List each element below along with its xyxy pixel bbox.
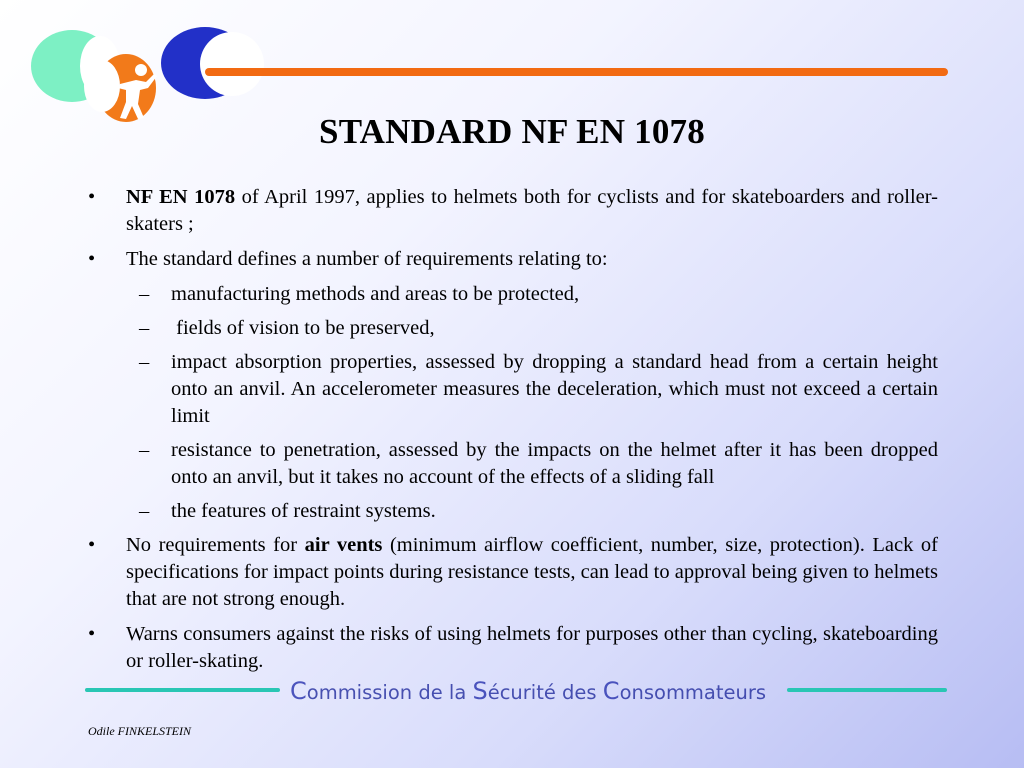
sub-bullet-item bbox=[88, 437, 938, 491]
sub-bullet-item bbox=[88, 498, 938, 525]
bullet-marker: • bbox=[88, 248, 96, 270]
bullet-item bbox=[88, 184, 938, 238]
slide-title: STANDARD NF EN 1078 bbox=[319, 112, 705, 151]
slide-body bbox=[88, 184, 938, 683]
bullet-emphasis: air vents bbox=[304, 534, 383, 556]
bullet-text: No requirements for bbox=[126, 534, 305, 556]
sub-bullet-item bbox=[88, 315, 938, 342]
bullet-text: of April 1997, applies to helmets both for cyclists and for skateboarders and roller-skaters ; bbox=[126, 186, 938, 235]
bullet-emphasis: NF EN 1078 bbox=[126, 186, 236, 208]
sub-bullet-marker: – bbox=[139, 351, 150, 373]
csc-logo-icon bbox=[20, 26, 280, 126]
footer-rule-left bbox=[85, 688, 280, 692]
sub-bullet-marker: – bbox=[139, 317, 150, 339]
sub-bullet-text: the features of restraint systems. bbox=[171, 500, 436, 522]
sub-bullet-text: resistance to penetration, assessed by the impacts on the helmet after it has been dropped onto an anvil, but it takes no account of the effects of a sliding fall bbox=[171, 439, 938, 488]
sub-bullet-item bbox=[88, 281, 938, 308]
sub-bullet-text: impact absorption properties, assessed by dropping a standard head from a certain height onto an anvil. An accelerometer measures the deceleration, which must not exceed a certain limit bbox=[171, 351, 938, 427]
bullet-text: The standard defines a number of requirements relating to: bbox=[126, 248, 608, 270]
header-rule bbox=[205, 68, 948, 76]
sub-bullet-marker: – bbox=[139, 283, 150, 305]
bullet-marker: • bbox=[88, 623, 96, 645]
bullet-marker: • bbox=[88, 534, 96, 556]
sub-bullet-text: fields of vision to be preserved, bbox=[171, 317, 435, 339]
bullet-item bbox=[88, 532, 938, 613]
bullet-text: (minimum airflow coefficient, number, size, protection). Lack of specifications for impact points during resistance tests, can lead to approval being given to helmets that are not strong enough. bbox=[126, 534, 938, 610]
sub-bullet-marker: – bbox=[139, 500, 150, 522]
sub-bullet-text: manufacturing methods and areas to be protected, bbox=[171, 283, 580, 305]
footer-rule-right bbox=[787, 688, 947, 692]
bullet-item bbox=[88, 246, 938, 273]
author-name: Odile FINKELSTEIN bbox=[88, 724, 192, 738]
sub-bullet-item bbox=[88, 349, 938, 430]
sub-bullet-marker: – bbox=[139, 439, 150, 461]
footer-organization-name: Commission de la Sécurité des Consommateurs bbox=[290, 677, 767, 705]
bullet-item bbox=[88, 621, 938, 675]
bullet-text: Warns consumers against the risks of using helmets for purposes other than cycling, skateboarding or roller-skating. bbox=[126, 623, 938, 672]
bullet-marker: • bbox=[88, 186, 96, 208]
